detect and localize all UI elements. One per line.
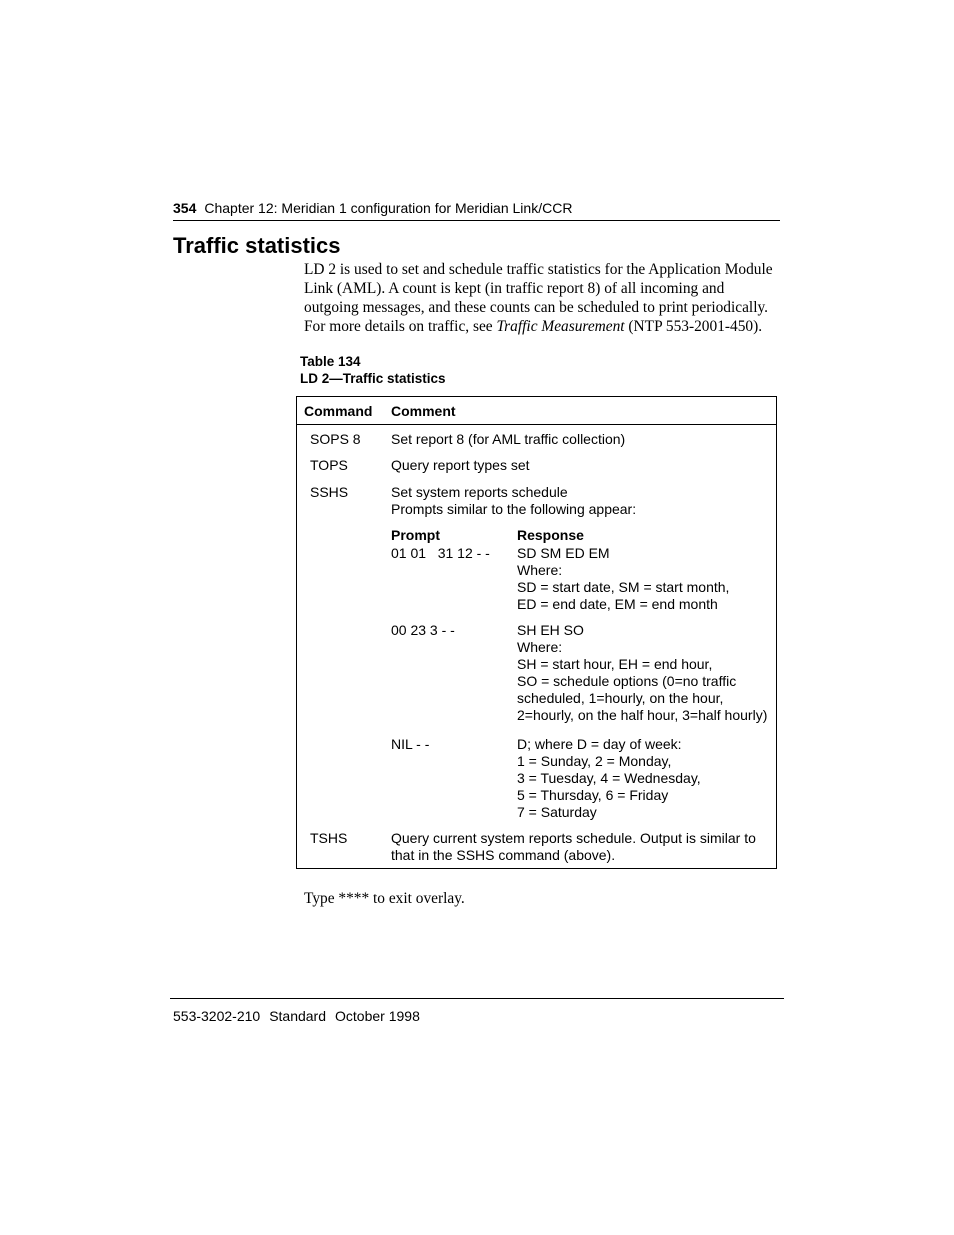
document-number: 553-3202-210 [173,1008,261,1024]
response-line: D; where D = day of week: [517,736,682,752]
reference-ntp: (NTP 553-2001-450). [624,318,763,335]
command-cell: TSHS [310,830,348,846]
response-line: Where: [517,639,563,655]
comment-cell: Set report 8 (for AML traffic collection) [391,431,626,447]
table-title: LD 2—Traffic statistics [300,371,446,386]
response-line: ED = end date, EM = end month [517,596,718,612]
response-cell [517,736,701,821]
intro-line: outgoing messages, and these counts can be scheduled to print periodically. [304,299,769,316]
response-line: 1 = Sunday, 2 = Monday, [517,753,672,769]
table-header-divider [297,424,776,425]
intro-line: Link (AML). A count is kept (in traffic report 8) of all incoming and [304,280,725,297]
command-cell: SSHS [310,484,349,500]
sub-header-prompt: Prompt [391,527,440,543]
response-cell [517,545,729,613]
chapter-title: Chapter 12: Meridian 1 configuration for Meridian Link/CCR [204,200,573,216]
response-line: SD SM ED EM [517,545,610,561]
response-line: SH EH SO [517,622,584,638]
command-cell: SOPS 8 [310,431,361,447]
response-line: 7 = Saturday [517,804,597,820]
response-cell [517,622,767,724]
response-line: SO = schedule options (0=no traffic [517,673,737,689]
table-number: Table 134 [300,354,361,369]
column-header-comment: Comment [391,403,456,419]
comment-line: Prompts similar to the following appear: [391,501,637,517]
comment-cell: Query report types set [391,457,530,473]
sub-header-response: Response [517,527,584,543]
response-line: 2=hourly, on the half hour, 3=half hourly) [517,707,768,723]
intro-line: LD 2 is used to set and schedule traffic statistics for the Application Module [304,261,773,278]
page-number: 354 [173,200,197,216]
document-date: October 1998 [335,1008,420,1024]
response-line: Where: [517,562,563,578]
comment-line: Query current system reports schedule. Output is similar to [391,830,756,846]
exit-overlay-note: Type **** to exit overlay. [304,890,465,907]
running-header [173,200,572,216]
intro-line-last [304,317,784,336]
comment-cell [391,830,756,864]
header-divider [173,220,780,221]
document-status: Standard [269,1008,327,1024]
footer-divider [170,998,784,999]
response-line: 3 = Tuesday, 4 = Wednesday, [517,770,701,786]
response-line: SH = start hour, EH = end hour, [517,656,713,672]
prompt-cell: 00 23 3 - - [391,622,455,638]
page-footer [173,1008,429,1024]
table-caption [300,353,446,387]
intro-paragraph [304,260,784,336]
reference-title: Traffic Measurement [496,318,625,335]
intro-line-start: For more details on traffic, see [304,318,497,335]
comment-cell [391,484,636,518]
prompt-cell: NIL - - [391,736,430,752]
response-line: scheduled, 1=hourly, on the hour, [517,690,724,706]
response-line: SD = start date, SM = start month, [517,579,730,595]
response-line: 5 = Thursday, 6 = Friday [517,787,669,803]
command-cell: TOPS [310,457,348,473]
column-header-command: Command [304,403,373,419]
comment-line: Set system reports schedule [391,484,568,500]
prompt-cell: 01 01 31 12 - - [391,545,490,561]
section-title: Traffic statistics [173,233,341,258]
comment-line: that in the SSHS command (above). [391,847,616,863]
